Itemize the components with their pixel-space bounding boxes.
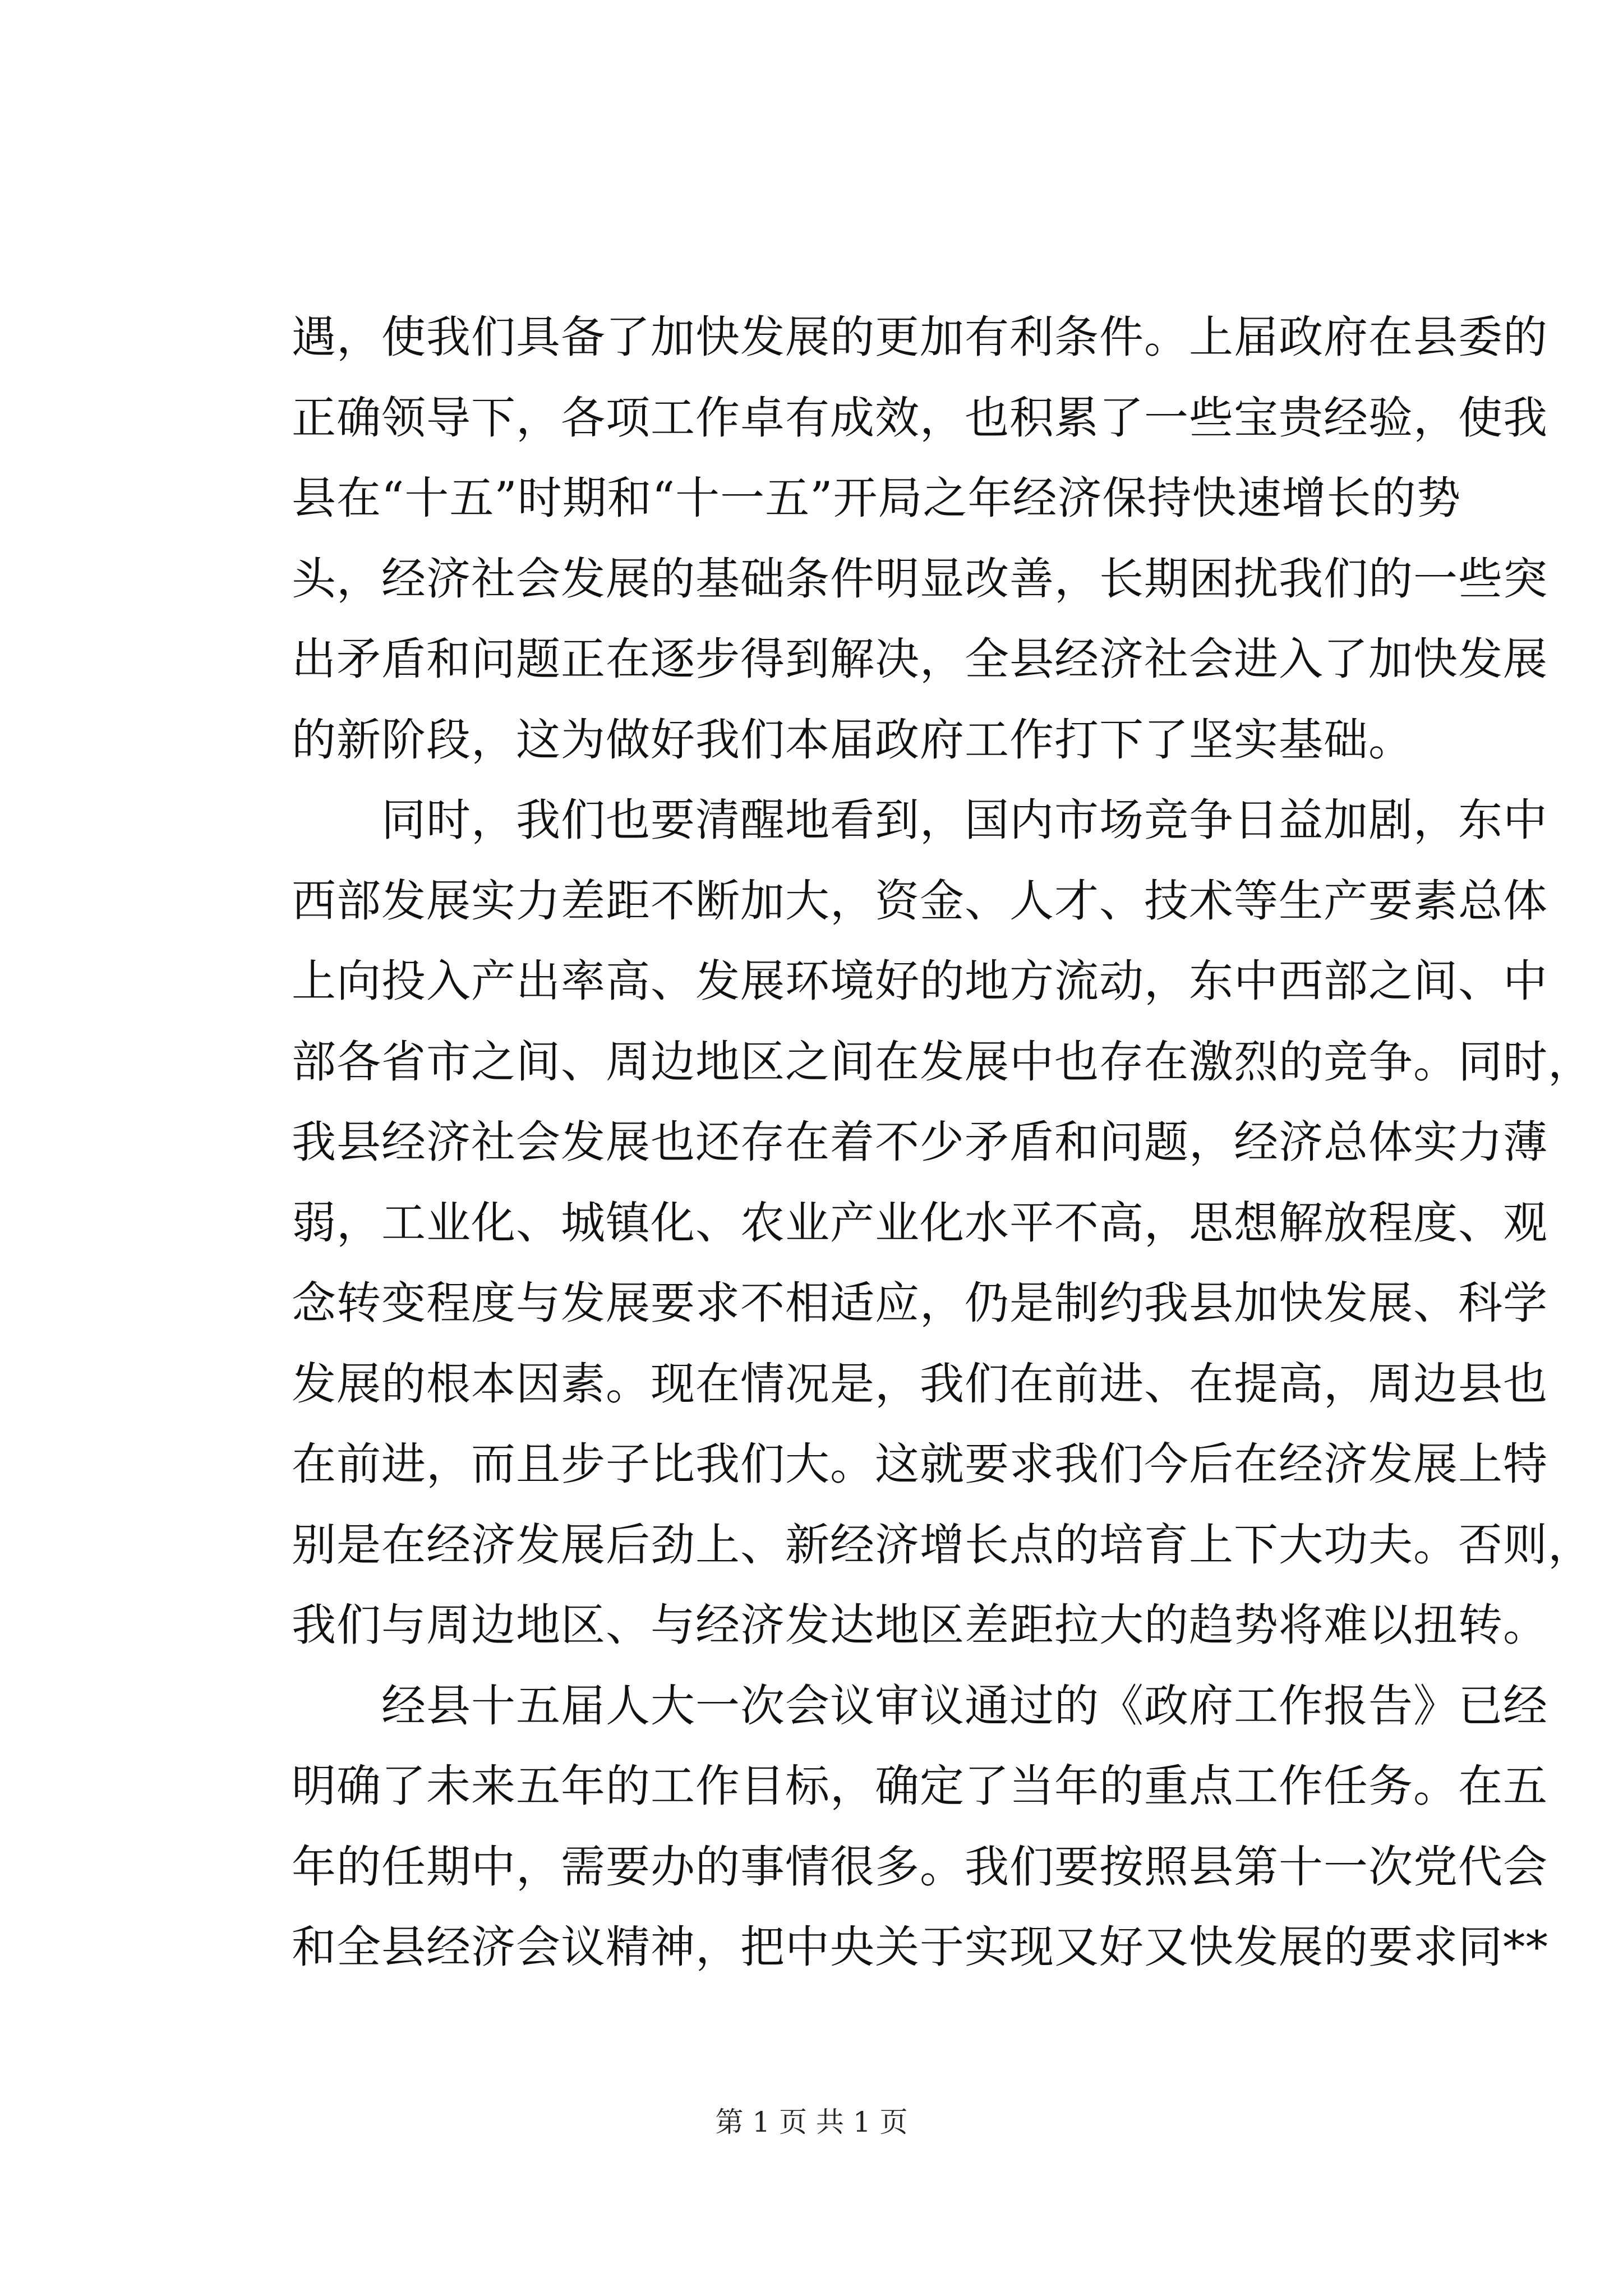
text-line: 年的任期中，需要办的事情很多。我们要按照县第十一次党代会 xyxy=(292,1841,1548,1893)
text-line: 头，经济社会发展的基础条件明显改善，长期困扰我们的一些突 xyxy=(292,553,1548,605)
paragraph-start-line: 同时，我们也要清醒地看到，国内市场竞争日益加剧，东中 xyxy=(381,794,1548,846)
text-line: 出矛盾和问题正在逐步得到解决，全县经济社会进入了加快发展 xyxy=(292,633,1548,685)
text-line: 正确领导下，各项工作卓有成效，也积累了一些宝贵经验，使我 xyxy=(292,392,1548,444)
page-footer: 第 1 页 共 1 页 xyxy=(715,2106,908,2138)
text-line: 我们与周边地区、与经济发达地区差距拉大的趋势将难以扭转。 xyxy=(292,1599,1548,1651)
text-line: 我县经济社会发展也还存在着不少矛盾和问题，经济总体实力薄 xyxy=(292,1116,1548,1168)
document-body xyxy=(292,297,1593,1988)
text-line: 念转变程度与发展要求不相适应，仍是制约我县加快发展、科学 xyxy=(292,1277,1548,1329)
text-line: 上向投入产出率高、发展环境好的地方流动，东中西部之间、中 xyxy=(292,955,1548,1007)
text-line: 在前进，而且步子比我们大。这就要求我们今后在经济发展上特 xyxy=(292,1438,1548,1490)
paragraph-start-line: 经县十五届人大一次会议审议通过的《政府工作报告》已经 xyxy=(381,1680,1548,1732)
text-line: 和全县经济会议精神，把中央关于实现又好又快发展的要求同** xyxy=(292,1921,1548,1973)
text-line: 的新阶段，这为做好我们本届政府工作打下了坚实基础。 xyxy=(292,714,1413,766)
text-line: 明确了未来五年的工作目标，确定了当年的重点工作任务。在五 xyxy=(292,1760,1548,1812)
text-line: 部各省市之间、周边地区之间在发展中也存在激烈的竞争。同时， xyxy=(292,1036,1593,1088)
text-line: 遇，使我们具备了加快发展的更加有利条件。上届政府在县委的 xyxy=(292,311,1548,363)
text-line: 弱，工业化、城镇化、农业产业化水平不高，思想解放程度、观 xyxy=(292,1197,1548,1249)
text-line: 发展的根本因素。现在情况是，我们在前进、在提高，周边县也 xyxy=(292,1358,1548,1410)
text-line: 别是在经济发展后劲上、新经济增长点的培育上下大功夫。否则， xyxy=(292,1519,1593,1571)
text-line: 西部发展实力差距不断加大，资金、人才、技术等生产要素总体 xyxy=(292,875,1548,927)
text-line: 县在“十五”时期和“十一五”开局之年经济保持快速增长的势 xyxy=(292,472,1461,524)
